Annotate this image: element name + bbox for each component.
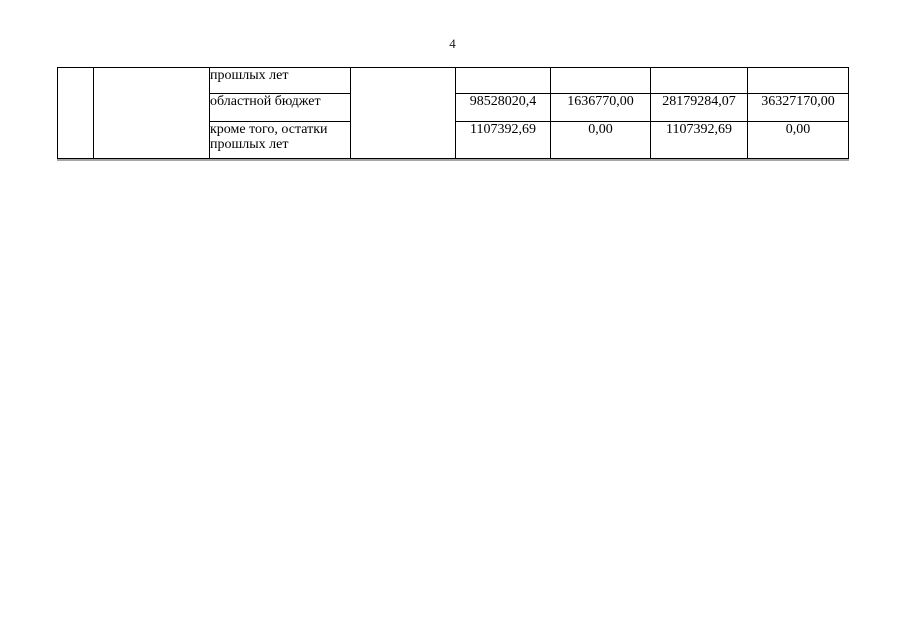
row-label-cell: прошлых лет [210,68,351,94]
value-cell: 1107392,69 [651,122,748,159]
empty-cell-col2 [94,68,210,159]
empty-cell-col1 [58,68,94,159]
value-cell: 1636770,00 [551,94,651,122]
value-cell: 36327170,00 [748,94,849,122]
page-number: 4 [449,36,456,51]
value-cell: 28179284,07 [651,94,748,122]
value-cell [651,68,748,94]
value-cell: 0,00 [748,122,849,159]
empty-cell-col4 [351,68,456,159]
budget-table [57,67,849,159]
value-cell [748,68,849,94]
row-label-cell: областной бюджет [210,94,351,122]
value-cell: 98528020,4 [456,94,551,122]
value-cell: 0,00 [551,122,651,159]
value-cell: 1107392,69 [456,122,551,159]
value-cell [456,68,551,94]
value-cell [551,68,651,94]
table-row [58,68,849,94]
row-label-cell: кроме того, остатки прошлых лет [210,122,351,159]
